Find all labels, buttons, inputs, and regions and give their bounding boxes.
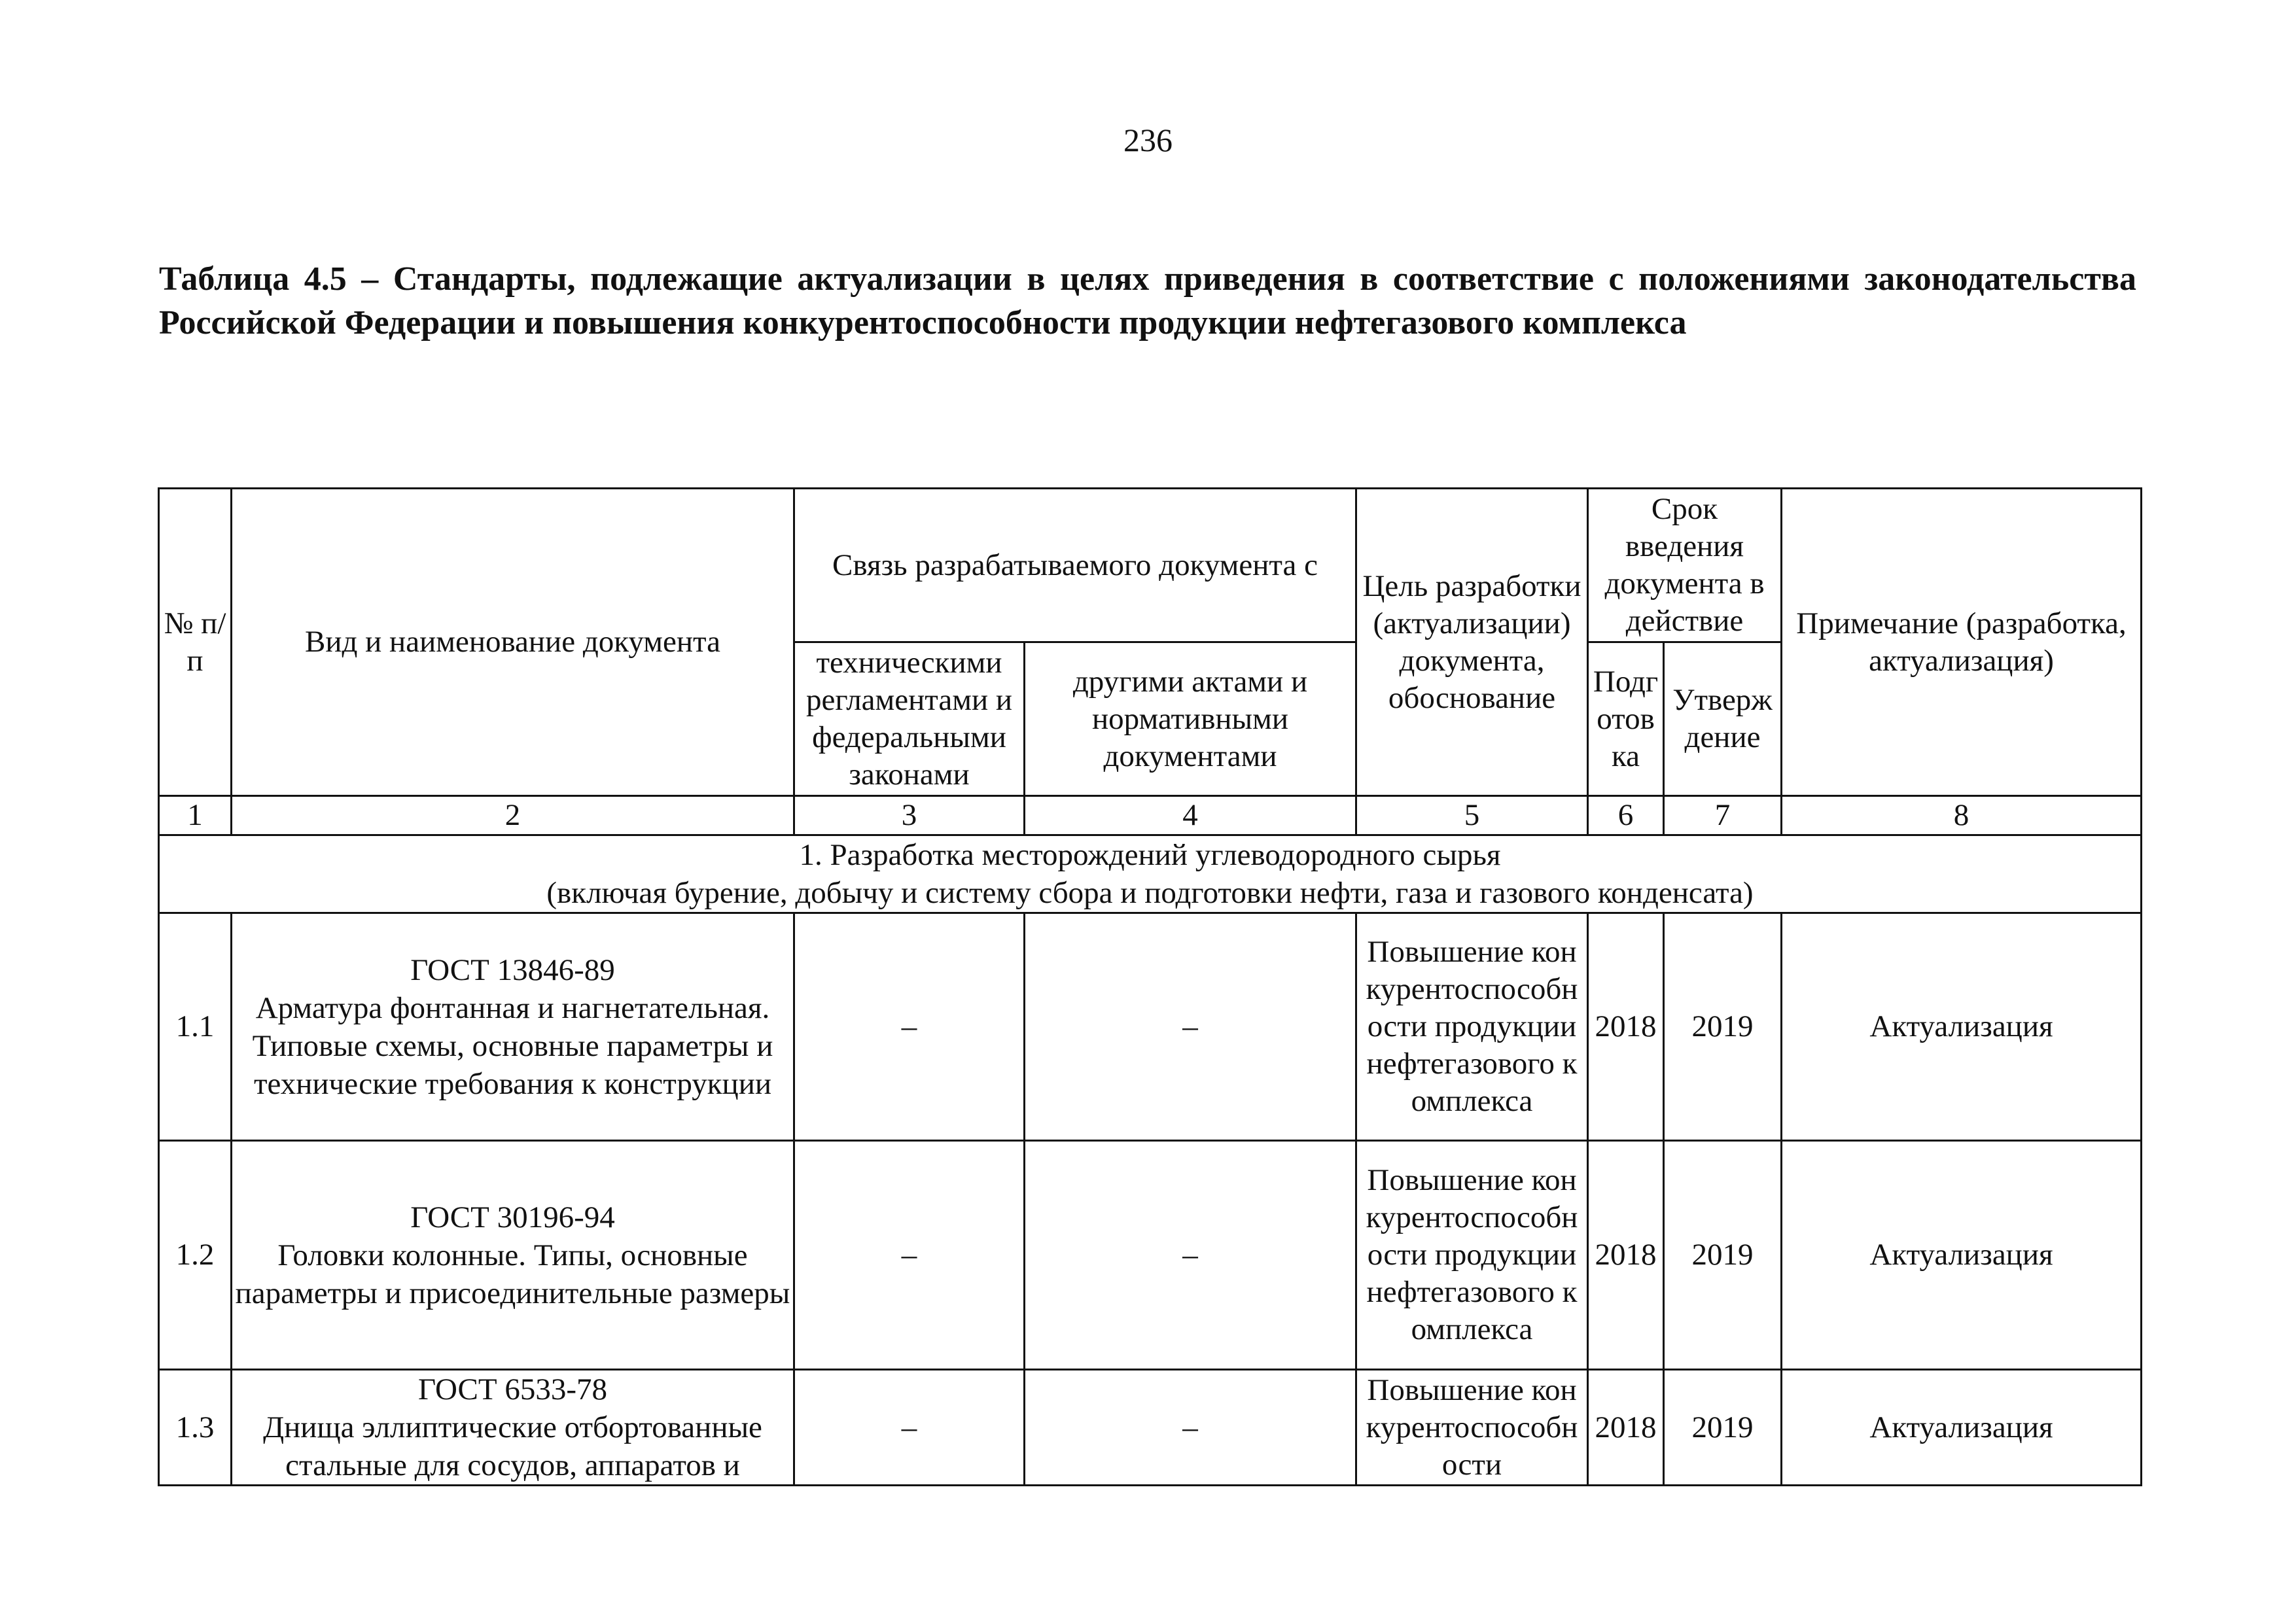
section-heading-line-2: (включая бурение, добычу и систему сбора и подготовки нефти, газа и газового конденсата) — [546, 876, 1754, 910]
link-other: – — [1025, 1141, 1356, 1370]
page-number: 236 — [1123, 122, 1173, 158]
note: Актуализация — [1782, 1370, 2142, 1486]
goal: Повышение конкурентоспособности продукции нефтегазового комплекса — [1356, 1141, 1588, 1370]
section-row — [159, 835, 2142, 913]
approve-year: 2019 — [1664, 1370, 1782, 1486]
header-link-other: другими актами и нормативными документами — [1025, 642, 1356, 796]
document-code: ГОСТ 30196-94 — [410, 1200, 615, 1234]
row-num: 1.3 — [159, 1370, 232, 1486]
header-name: Вид и наименование документа — [232, 489, 794, 796]
prep-year: 2018 — [1588, 1141, 1664, 1370]
header-row-1 — [159, 489, 2142, 642]
document-name: Днища эллиптические отбортованные стальные для сосудов, аппаратов и — [263, 1410, 762, 1482]
header-note: Примечание (разработка, актуализация) — [1782, 489, 2142, 796]
table-row — [159, 1141, 2142, 1370]
link-tech: – — [794, 1141, 1025, 1370]
header-approve: Утверждение — [1664, 642, 1782, 796]
document-code: ГОСТ 6533-78 — [418, 1372, 607, 1406]
column-number: 3 — [794, 796, 1025, 835]
link-other: – — [1025, 1370, 1356, 1486]
goal: Повышение конкурентоспособности — [1356, 1370, 1588, 1486]
column-number: 2 — [232, 796, 794, 835]
section-heading — [159, 835, 2142, 913]
column-number: 7 — [1664, 796, 1782, 835]
column-number: 6 — [1588, 796, 1664, 835]
standards-table — [158, 487, 2142, 1486]
header-num: № п/п — [159, 489, 232, 796]
column-number: 5 — [1356, 796, 1588, 835]
document-name: Головки колонные. Типы, основные параметры и присоединительные размеры — [235, 1238, 790, 1310]
prep-year: 2018 — [1588, 1370, 1664, 1486]
column-number: 4 — [1025, 796, 1356, 835]
goal: Повышение конкурентоспособности продукции нефтегазового комплекса — [1356, 913, 1588, 1141]
column-number: 8 — [1782, 796, 2142, 835]
link-other: – — [1025, 913, 1356, 1141]
header-link: Связь разрабатываемого документа с — [794, 489, 1356, 642]
note: Актуализация — [1782, 1141, 2142, 1370]
prep-year: 2018 — [1588, 913, 1664, 1141]
approve-year: 2019 — [1664, 1141, 1782, 1370]
table-caption: Таблица 4.5 – Стандарты, подлежащие актуализации в целях приведения в соответствие с положениями законодательства Российской Федерации и повышения конкурентоспособности продукции нефтегазового комплекса — [159, 260, 2136, 341]
approve-year: 2019 — [1664, 913, 1782, 1141]
document-title — [232, 913, 794, 1141]
link-tech: – — [794, 1370, 1025, 1486]
document-title — [232, 1370, 794, 1486]
header-prep: Подготовка — [1588, 642, 1664, 796]
row-num: 1.1 — [159, 913, 232, 1141]
row-num: 1.2 — [159, 1141, 232, 1370]
section-heading-line-1: 1. Разработка месторождений углеводородного сырья — [799, 838, 1501, 872]
document-code: ГОСТ 13846-89 — [410, 952, 615, 987]
table-row — [159, 913, 2142, 1141]
header-link-tech: техническими регламентами и федеральными законами — [794, 642, 1025, 796]
link-tech: – — [794, 913, 1025, 1141]
note: Актуализация — [1782, 913, 2142, 1141]
column-number-row — [159, 796, 2142, 835]
document-name: Арматура фонтанная и нагнетательная. Типовые схемы, основные параметры и технические требования к конструкции — [252, 990, 773, 1101]
document-title — [232, 1141, 794, 1370]
header-goal: Цель разработки (актуализации) документа, обоснование — [1356, 489, 1588, 796]
header-term: Срок введения документа в действие — [1588, 489, 1782, 642]
column-number: 1 — [159, 796, 232, 835]
table-row — [159, 1370, 2142, 1486]
